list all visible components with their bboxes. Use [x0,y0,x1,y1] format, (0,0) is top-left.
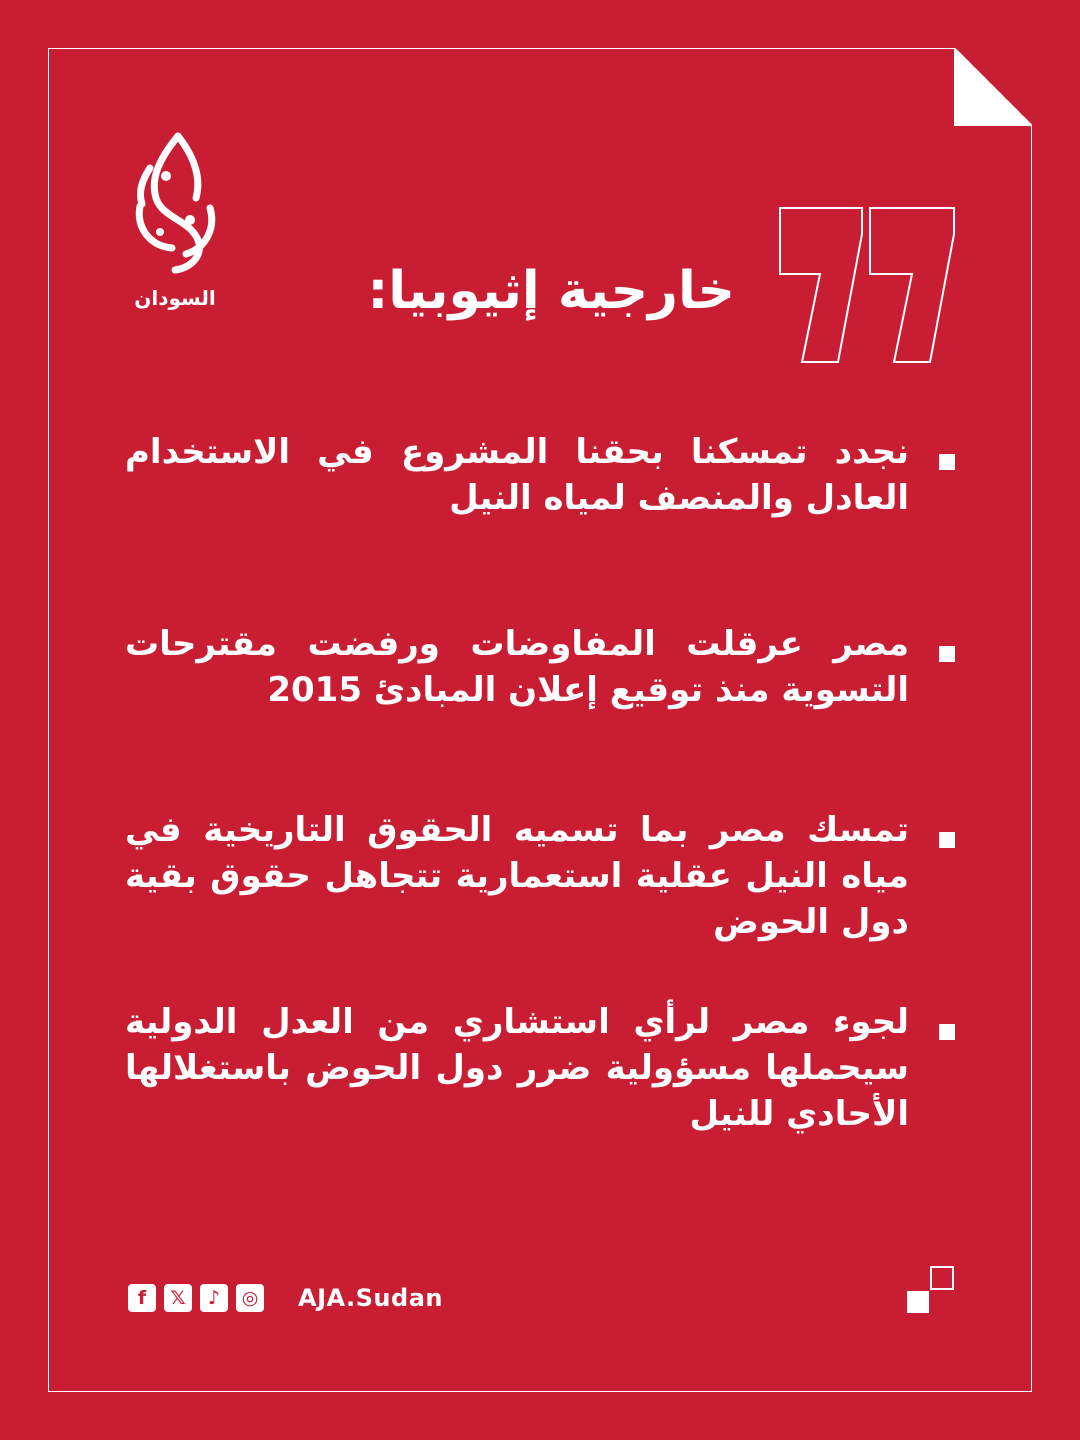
quote-mark-icon [778,206,956,364]
corner-squares-icon [906,1266,954,1314]
bullet-text: مصر عرقلت المفاوضات ورفضت مقترحات التسوية منذ توقيع إعلان المبادئ 2015 [125,624,909,710]
bullet-square-icon [939,1024,955,1040]
al-jazeera-logo-icon [120,128,230,278]
bullet-square-icon [939,646,955,662]
bullet-square-icon [939,454,955,470]
bullet-square-icon [939,832,955,848]
list-item [125,1000,955,1138]
headline: خارجية إثيوبيا: [367,261,735,321]
brand-logo [120,128,230,318]
list-item [125,430,955,522]
x-icon[interactable]: 𝕏 [164,1284,192,1312]
facebook-icon[interactable]: f [128,1284,156,1312]
logo-subtitle: السودان [134,286,216,310]
tiktok-icon[interactable]: ♪ [200,1284,228,1312]
instagram-icon[interactable]: ◎ [236,1284,264,1312]
footer [128,1282,443,1314]
social-handle[interactable]: AJA.Sudan [298,1284,443,1312]
bullet-text: نجدد تمسكنا بحقنا المشروع في الاستخدام العادل والمنصف لمياه النيل [125,432,909,518]
list-item [125,622,955,714]
bullet-text: تمسك مصر بما تسميه الحقوق التاريخية في مياه النيل عقلية استعمارية تتجاهل حقوق بقية دول الحوض [125,810,909,942]
list-item [125,808,955,946]
bullet-text: لجوء مصر لرأي استشاري من العدل الدولية سيحملها مسؤولية ضرر دول الحوض باستغلالها الأحادي للنيل [125,1002,909,1134]
